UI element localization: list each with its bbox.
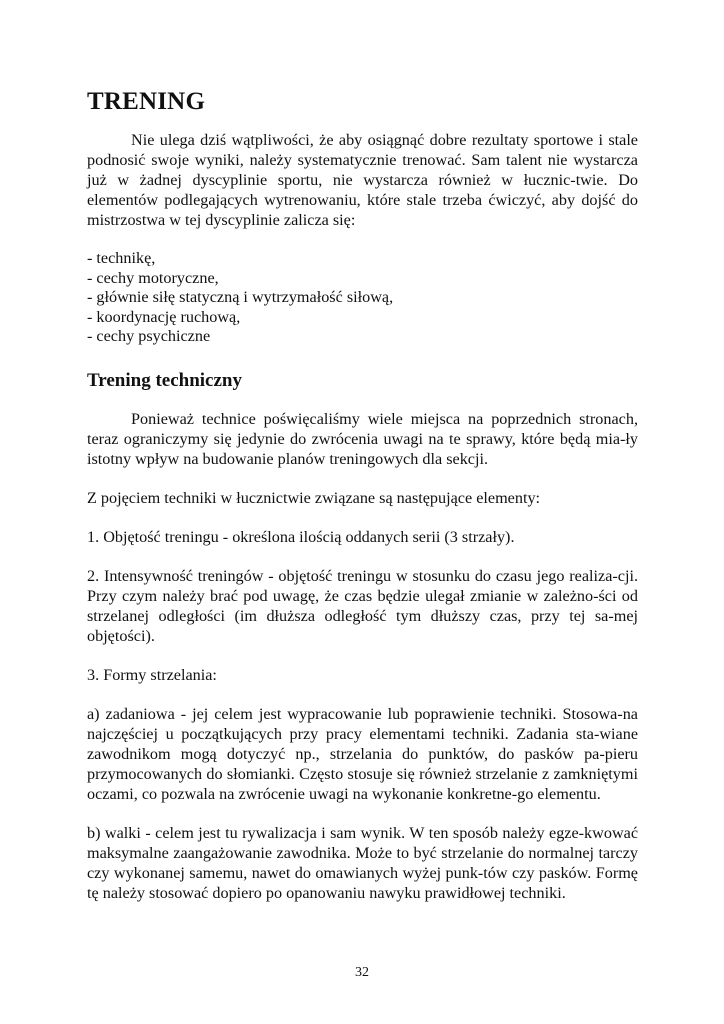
page-number: 32 — [355, 965, 369, 980]
forms-heading-paragraph: 3. Formy strzelania: — [87, 665, 217, 684]
list-item: - głównie siłę statyczną i wytrzymałość siłową, — [87, 288, 394, 306]
volume-paragraph: 1. Objętość treningu - określona ilością oddanych serii (3 strzały). — [87, 527, 515, 546]
page-title: TRENING — [87, 88, 206, 115]
technique-elements-paragraph: Z pojęciem techniki w łucznictwie związane są następujące elementy: — [87, 488, 541, 507]
list-item: - technikę, — [87, 249, 156, 267]
task-form-paragraph: a) zadaniowa - jej celem jest wypracowanie lub poprawienie techniki. Stosowa-na najczęściej u początkujących przy pracy elementami techniki. Zadania sta-wiane zawodnikom mogą dotyczyć np., strzelania do punktów, do pasków pa-pieru przymocowanych do słomianki. Często stosuje się również strzelanie z zamkniętymi oczami, co pozwala na zwrócenie uwagi na wykonanie konkretne-go elementu. — [87, 704, 638, 803]
list-item: - cechy psychiczne — [87, 327, 211, 345]
intro-paragraph: Nie ulega dziś wątpliwości, że aby osiągnąć dobre rezultaty sportowe i stale podnosić swoje wyniki, należy systematycznie trenować. Sam talent nie wystarcza już w żadnej dyscyplinie sportu, nie wystarcza również w łucznic-twie. Do elementów podlegających wytrenowaniu, które stale trzeba ćwiczyć, aby dojść do mistrzostwa w tej dyscyplinie zalicza się: — [87, 131, 638, 229]
section-title: Trening techniczny — [87, 369, 242, 391]
intensity-paragraph: 2. Intensywność treningów - objętość treningu w stosunku do czasu jego realiza-cji. Przy czym należy brać pod uwagę, że czas będzie ulegał zmianie w zależno-ści od strzelanej odległości (im dłuższa odległość tym dłuższy czas, przy tej sa-mej objętości). — [87, 566, 638, 645]
document-page — [87, 88, 638, 903]
competition-form-paragraph: b) walki - celem jest tu rywalizacja i sam wynik. W ten sposób należy egze-kwować maksymalne zaangażowanie zawodnika. Może to być strzelanie do normalnej tarczy czy wykonanej samemu, nawet do omawianych wyżej punk-tów czy pasków. Formę tę należy stosować dopiero po opanowaniu nawyku prawidłowej techniki. — [87, 823, 638, 902]
list-item: - cechy motoryczne, — [87, 268, 219, 287]
list-item: - koordynację ruchową, — [87, 307, 241, 326]
technique-intro-paragraph: Ponieważ technice poświęcaliśmy wiele miejsca na poprzednich stronach, teraz ograniczymy się jedynie do zwrócenia uwagi na te sprawy, które będą mia-ły istotny wpływ na budowanie planów treningowych dla sekcji. — [87, 409, 638, 468]
training-elements-list — [87, 249, 638, 347]
